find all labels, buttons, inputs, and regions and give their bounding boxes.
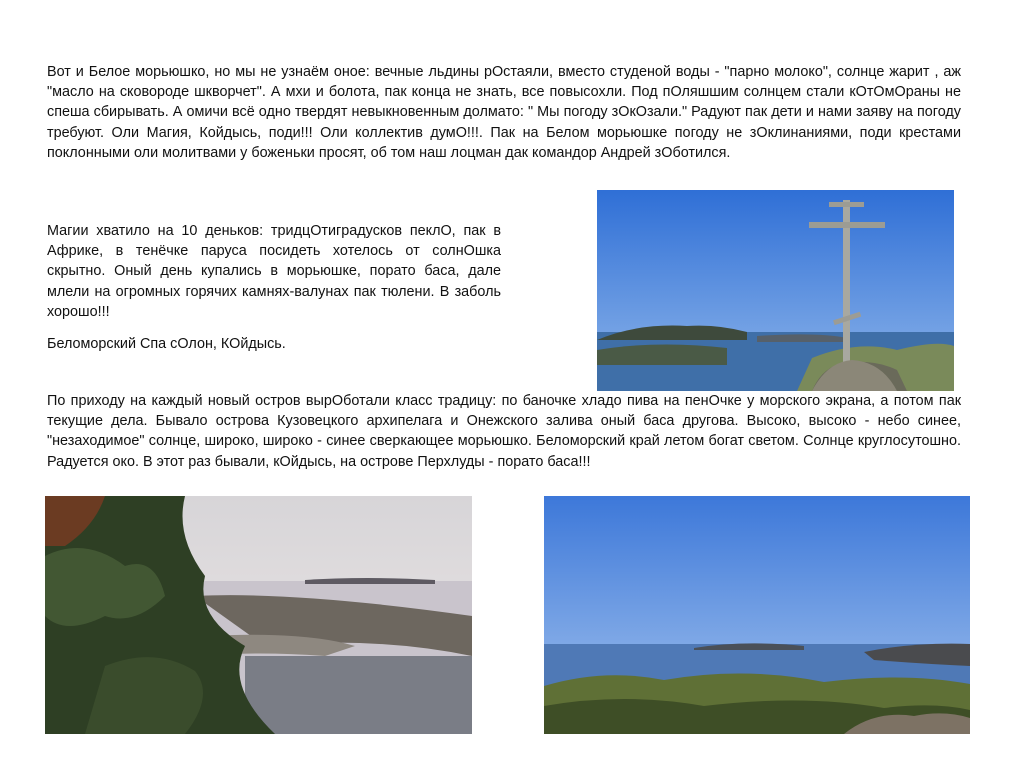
photo-island-harbor bbox=[45, 496, 472, 734]
paragraph-magic-ten-days: Магии хватило на 10 деньков: тридцОтиградусков пеклО, пак в Африке, в тенёчке паруса посидеть хотелось от солнОшка скрытно. Оный день купались в морьюшке, порато баса, дале млели на огромных горячих камнях-валунах пак тюлени. В заболь хорошо!!! bbox=[47, 223, 501, 320]
paragraph-islands-tradition: По приходу на каждый новый остров вырОботали класс традицу: по баночке хладо пива на пенОчке у морского экрана, а потом пак текущие дела. Бывало острова Кузовецкого архипелага и Онежского залива оный баса другова. Высоко, высоко - небо синее, "незаходимое" солнце, широко, широко - синее сверкающее морьюшко. Беломорский край летом богат светом. Солнце круглосутошно. Радуется око. В этот раз бывали, кОйдысь, на острове Перхлуды - порато баса!!! bbox=[47, 393, 961, 470]
photo-cross-on-shore bbox=[597, 190, 954, 391]
paragraph-spa-salon: Беломорский Спа сОлон, КОйдысь. bbox=[47, 336, 286, 352]
paragraph-white-sea: Вот и Белое морьюшко, но мы не узнаём оное: вечные льдины рОстаяли, вместо студеной воды - "парно молоко", солнце жарит , аж "масло на сковороде шкворчет". А мхи и болота, пак конца не знать, все повысохли. Под пОляшшим солнцем стали кОтОмОраны не спеша сбирывать. А омичи всё одно твердят невыкновенным долмато: " Мы погоду зОкОзали." Радуют пак дети и нами заяву на погоду требуют. Оли Магия, Койдысь, поди!!! Оли коллектив думО!!!. Пак на Белом морьюшке погоду не зОклинаниями, поди крестами поклонными оли молитвами у боженьки просят, об том наш лоцман дак командор Андрей зОботился. bbox=[47, 64, 961, 161]
photo-blue-sea-view bbox=[544, 496, 970, 734]
